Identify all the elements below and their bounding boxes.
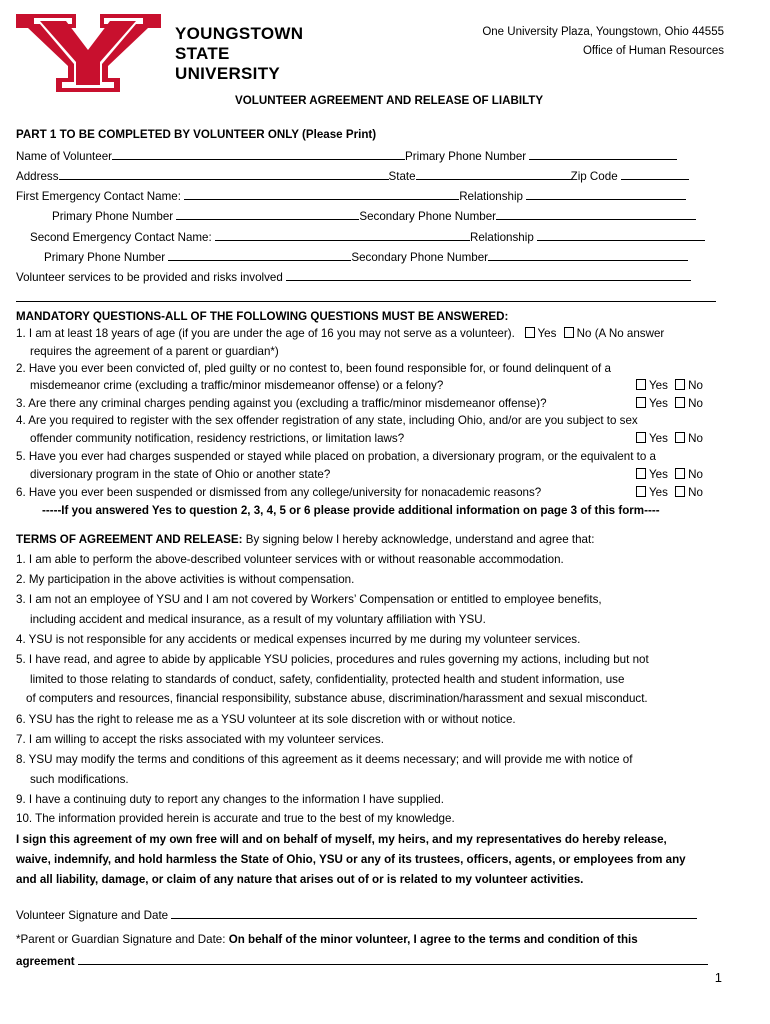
- q5-yes-label: Yes: [649, 468, 668, 481]
- emergency2-primary-phone-field[interactable]: [168, 249, 351, 261]
- document-title: VOLUNTEER AGREEMENT AND RELEASE OF LIABILTY: [235, 94, 544, 107]
- q5-options: [636, 468, 703, 482]
- university-name-line-3: UNIVERSITY: [175, 64, 281, 83]
- agreement-row: [16, 953, 708, 969]
- q6-options: [636, 486, 703, 500]
- q5-no-checkbox[interactable]: [675, 468, 685, 479]
- row-first-emergency-phones: [52, 208, 696, 224]
- state-label: State: [388, 170, 416, 183]
- q6-no-label: No: [688, 486, 703, 499]
- release-line-1: I sign this agreement of my own free will and on behalf of myself, my heirs, and my representatives do hereby release,: [16, 833, 667, 846]
- q6-yes-label: Yes: [649, 486, 668, 499]
- q2-no-checkbox[interactable]: [675, 379, 685, 390]
- parent-signature-field[interactable]: [78, 953, 708, 965]
- term-5-line-1: 5. I have read, and agree to abide by applicable YSU policies, procedures and rules governing my actions, including but not: [16, 653, 649, 666]
- question-4-line-2: offender community notification, residency restrictions, or limitation laws?: [30, 432, 405, 445]
- volunteer-signature-label: Volunteer Signature and Date: [16, 909, 169, 922]
- q3-options: [636, 397, 703, 411]
- address-field[interactable]: [59, 168, 389, 180]
- mandatory-heading: MANDATORY QUESTIONS-ALL OF THE FOLLOWING QUESTIONS MUST BE ANSWERED:: [16, 310, 509, 323]
- emergency2-secondary-phone-field[interactable]: [488, 249, 688, 261]
- emergency2-primary-phone-label: Primary Phone Number: [44, 251, 166, 264]
- services-label: Volunteer services to be provided and risks involved: [16, 271, 283, 284]
- row-address: [16, 168, 689, 184]
- q2-yes-label: Yes: [649, 379, 668, 392]
- university-name-line-2: STATE: [175, 44, 230, 63]
- relationship-field-2[interactable]: [537, 229, 705, 241]
- question-2-line-1: 2. Have you ever been convicted of, pled guilty or no contest to, been found responsible for, or found delinquent of a: [16, 362, 611, 375]
- first-emergency-field[interactable]: [184, 188, 459, 200]
- release-line-2: waive, indemnify, and hold harmless the State of Ohio, YSU or any of its trustees, officers, agents, or employees from any: [16, 853, 686, 866]
- emergency1-primary-phone-field[interactable]: [176, 208, 359, 220]
- primary-phone-field[interactable]: [529, 148, 677, 160]
- term-5-line-3: of computers and resources, financial responsibility, substance abuse, discrimination/harassment and sexual misconduct.: [26, 692, 648, 705]
- question-6: 6. Have you ever been suspended or dismissed from any college/university for nonacademic reasons?: [16, 486, 542, 499]
- parent-signature-label: *Parent or Guardian Signature and Date:: [16, 933, 226, 946]
- q6-no-checkbox[interactable]: [675, 486, 685, 497]
- term-4: 4. YSU is not responsible for any accidents or medical expenses incurred by me during my volunteer services.: [16, 633, 581, 646]
- question-5-line-1: 5. Have you ever had charges suspended or stayed while placed on probation, a diversionary program, or the equivalent to a: [16, 450, 656, 463]
- q2-no-label: No: [688, 379, 703, 392]
- question-1-cont: requires the agreement of a parent or guardian*): [30, 345, 279, 358]
- university-address: One University Plaza, Youngstown, Ohio 44555: [482, 26, 724, 38]
- q2-yes-checkbox[interactable]: [636, 379, 646, 390]
- first-emergency-label: First Emergency Contact Name:: [16, 190, 181, 203]
- question-4-line-1: 4. Are you required to register with the sex offender registration of any state, including Ohio, and/or are you subject to sex: [16, 414, 638, 427]
- term-2: 2. My participation in the above activities is without compensation.: [16, 573, 355, 586]
- office-name: Office of Human Resources: [582, 45, 724, 57]
- term-7: 7. I am willing to accept the risks associated with my volunteer services.: [16, 733, 384, 746]
- q4-no-label: No: [688, 432, 703, 445]
- parent-consent-text: On behalf of the minor volunteer, I agree to the terms and condition of this: [225, 933, 638, 946]
- term-10: 10. The information provided herein is accurate and true to the best of my knowledge.: [16, 812, 455, 825]
- row-first-emergency: [16, 188, 686, 204]
- university-name: [175, 24, 303, 84]
- question-3: 3. Are there any criminal charges pending against you (excluding a traffic/minor misdemeanor offense)?: [16, 397, 547, 410]
- services-field[interactable]: [286, 269, 691, 281]
- term-3-line-2: including accident and medical insurance, as a result of my voluntary affiliation with YSU.: [30, 613, 486, 626]
- agreement-label: agreement: [16, 955, 75, 968]
- terms-heading-row: [16, 533, 594, 547]
- zip-field[interactable]: [621, 168, 689, 180]
- name-field[interactable]: [112, 148, 405, 160]
- address-label: Address: [16, 170, 59, 183]
- part1-heading: PART 1 TO BE COMPLETED BY VOLUNTEER ONLY (Please Print): [16, 128, 377, 141]
- name-label: Name of Volunteer: [16, 150, 113, 163]
- question-1: [16, 327, 664, 341]
- relationship-label-2: Relationship: [469, 231, 534, 244]
- term-3-line-1: 3. I am not an employee of YSU and I am not covered by Workers’ Compensation or entitled to employee benefits,: [16, 593, 602, 606]
- volunteer-signature-row: [16, 907, 697, 923]
- q2-options: [636, 379, 703, 393]
- q6-yes-checkbox[interactable]: [636, 486, 646, 497]
- parent-signature-row: [16, 933, 638, 947]
- term-8-line-2: such modifications.: [30, 773, 129, 786]
- volunteer-signature-field[interactable]: [171, 907, 697, 919]
- q1-yes-checkbox[interactable]: [525, 327, 535, 338]
- q4-yes-label: Yes: [649, 432, 668, 445]
- terms-intro: By signing below I hereby acknowledge, understand and agree that:: [242, 533, 595, 546]
- emergency2-secondary-phone-label: Secondary Phone Number: [351, 251, 489, 264]
- q1-no-label: No (A No answer: [576, 327, 665, 340]
- row-name: [16, 148, 677, 164]
- q1-yes-label: Yes: [537, 327, 557, 340]
- zip-label: Zip Code: [570, 170, 618, 183]
- emergency1-secondary-phone-label: Secondary Phone Number: [359, 210, 497, 223]
- second-emergency-label: Second Emergency Contact Name:: [30, 231, 212, 244]
- ysu-logo-y-icon: [16, 14, 161, 92]
- primary-phone-label: Primary Phone Number: [405, 150, 527, 163]
- additional-info-note: -----If you answered Yes to question 2, 3, 4, 5 or 6 please provide additional information on page 3 of this form----: [42, 504, 660, 517]
- services-field-line-2[interactable]: [16, 301, 716, 302]
- term-6: 6. YSU has the right to release me as a YSU volunteer at its sole discretion with or without notice.: [16, 713, 516, 726]
- q5-no-label: No: [688, 468, 703, 481]
- emergency1-secondary-phone-field[interactable]: [496, 208, 696, 220]
- release-line-3: and all liability, damage, or claim of any nature that arises out of or is related to my volunteer activities.: [16, 873, 584, 886]
- relationship-label: Relationship: [459, 190, 523, 203]
- second-emergency-field[interactable]: [215, 229, 470, 241]
- question-1-text: 1. I am at least 18 years of age (if you are under the age of 16 you may not serve as a volunteer).: [16, 327, 515, 340]
- relationship-field[interactable]: [526, 188, 686, 200]
- q1-no-checkbox[interactable]: [564, 327, 574, 338]
- q4-yes-checkbox[interactable]: [636, 432, 646, 443]
- row-services: [16, 269, 691, 285]
- question-5-line-2: diversionary program in the state of Ohio or another state?: [30, 468, 331, 481]
- university-name-line-1: YOUNGSTOWN: [175, 24, 304, 43]
- term-1: 1. I am able to perform the above-described volunteer services with or without reasonable accommodation.: [16, 553, 564, 566]
- terms-heading: TERMS OF AGREEMENT AND RELEASE:: [16, 533, 243, 546]
- q4-no-checkbox[interactable]: [675, 432, 685, 443]
- term-8-line-1: 8. YSU may modify the terms and conditions of this agreement as it deems necessary; and will provide me with notice of: [16, 753, 633, 766]
- page-number: 1: [714, 970, 722, 985]
- term-9: 9. I have a continuing duty to report any changes to the information I have supplied.: [16, 793, 444, 806]
- q3-yes-label: Yes: [649, 397, 668, 410]
- q4-options: [636, 432, 703, 446]
- q3-no-label: No: [688, 397, 703, 410]
- state-field[interactable]: [416, 168, 571, 180]
- question-2-line-2: misdemeanor crime (excluding a traffic/minor misdemeanor offense) or a felony?: [30, 379, 444, 392]
- emergency1-primary-phone-label: Primary Phone Number: [52, 210, 174, 223]
- row-second-emergency-phones: [44, 249, 688, 265]
- row-second-emergency: [30, 229, 705, 245]
- q3-yes-checkbox[interactable]: [636, 397, 646, 408]
- term-5-line-2: limited to those relating to standards of conduct, safety, confidentiality, protected health and student information, use: [30, 673, 625, 686]
- q5-yes-checkbox[interactable]: [636, 468, 646, 479]
- q3-no-checkbox[interactable]: [675, 397, 685, 408]
